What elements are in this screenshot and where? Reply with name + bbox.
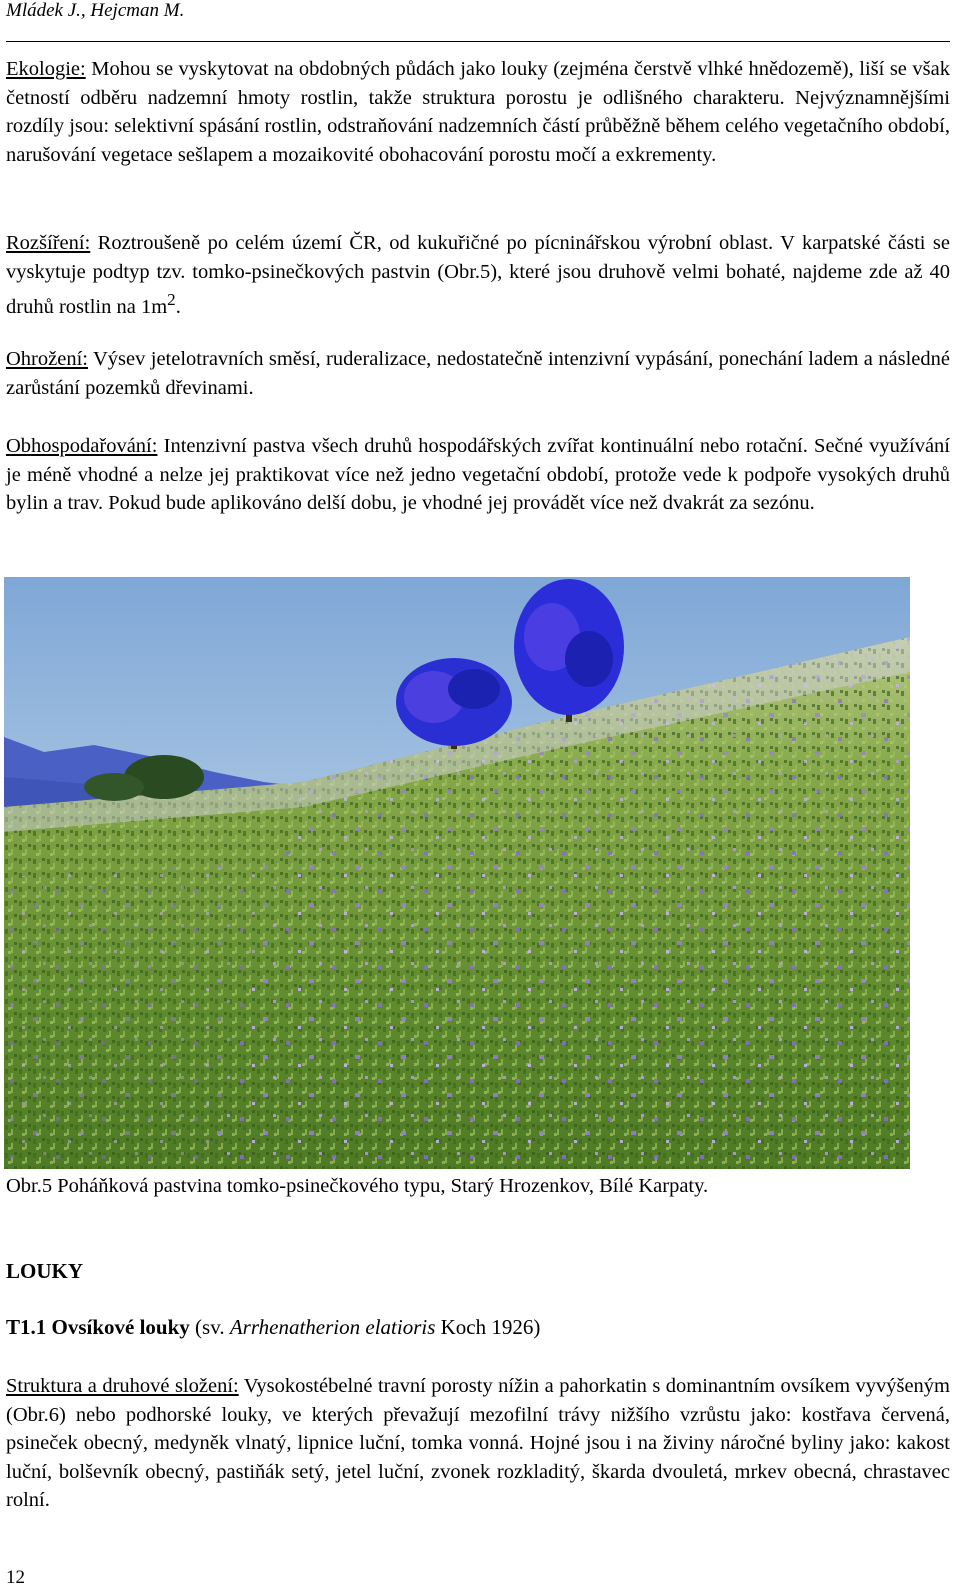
paragraph-obhospodarovani bbox=[6, 432, 950, 518]
page-number: 12 bbox=[6, 1567, 25, 1588]
heading-t11-bold: T1.1 Ovsíkové louky bbox=[6, 1315, 190, 1339]
paragraph-rozsireni bbox=[6, 229, 950, 322]
running-head: Mládek J., Hejcman M. bbox=[6, 0, 185, 21]
heading-t11-italic: Arrhenatherion elatioris bbox=[229, 1315, 436, 1339]
text-obhospodarovani: Intenzivní pastva všech druhů hospodářských zvířat kontinuální nebo rotační. Sečné využívání je méně vhodné a nelze jej praktikovat více než jedno vegetační období, protože vede k podpoře vysokých druhů bylin a trav. Pokud bude aplikováno delší dobu, je vhodné jej provádět více než dvakrát za sezónu. bbox=[6, 435, 950, 515]
text-rozsireni: Roztroušeně po celém území ČR, od kukuřičné po pícninářskou výrobní oblast. V karpatské části se vyskytuje podtyp tzv. tomko-psinečkových pastvin (Obr.5), které jsou druhově velmi bohaté, najdeme zde až 40 druhů rostlin na 1m bbox=[6, 232, 950, 319]
pasture-photo bbox=[4, 577, 910, 1169]
text-struktura: Vysokostébelné travní porosty nížin a pahorkatin s dominantním ovsíkem vyvýšeným (Obr.6) nebo podhorské louky, ve kterých převažují mezofilní trávy nižšího vzrůstu jako: kostřava červená, psineček obecný, medyněk vlnatý, lipnice luční, tomka vonná. Hojné jsou i na živiny náročné byliny jako: kakost luční, bolševník obecný, pastiňák setý, jetel luční, zvonek rozkladitý, škarda dvouletá, mrkev obecná, chrastavec rolní. bbox=[6, 1375, 950, 1512]
heading-t11-pre: (sv. bbox=[189, 1315, 230, 1339]
heading-t11-post: Koch 1926) bbox=[435, 1315, 541, 1339]
figure-caption: Obr.5 Poháňková pastvina tomko-psinečkového typu, Starý Hrozenkov, Bílé Karpaty. bbox=[6, 1175, 709, 1197]
paragraph-struktura bbox=[6, 1372, 950, 1515]
text-ohrozeni: Výsev jetelotravních směsí, ruderalizace, nedostatečně intenzivní vypásání, ponechání ladem a následné zarůstání pozemků dřevinami. bbox=[6, 348, 950, 399]
text-rozsireni-end: . bbox=[175, 296, 181, 319]
text-ekologie: Mohou se vyskytovat na obdobných půdách jako louky (zejména čerstvě vlhké hnědozemě), liší se však četností odběru nadzemní hmoty rostlin, takže struktura porostu je odlišného charakteru. Nejvýznamnějšími rozdíly jsou: selektivní spásání rostlin, odstraňování nadzemních částí průběžně během celého vegetačního období, narušování vegetace sešlapem a mozaikovité obohacování porostu močí a exkrementy. bbox=[6, 58, 950, 166]
label-rozsireni: Rozšíření: bbox=[6, 232, 91, 254]
label-ekologie: Ekologie: bbox=[6, 58, 86, 80]
superscript-2: 2 bbox=[167, 290, 176, 310]
header-rule bbox=[6, 41, 950, 42]
paragraph-ohrozeni bbox=[6, 345, 950, 402]
subsection-heading-t11 bbox=[6, 1313, 540, 1341]
paragraph-ekologie bbox=[6, 55, 950, 169]
label-obhospodarovani: Obhospodařování: bbox=[6, 435, 158, 457]
label-ohrozeni: Ohrožení: bbox=[6, 348, 88, 370]
section-heading-louky: LOUKY bbox=[6, 1259, 84, 1283]
label-struktura: Struktura a druhové složení: bbox=[6, 1375, 239, 1397]
